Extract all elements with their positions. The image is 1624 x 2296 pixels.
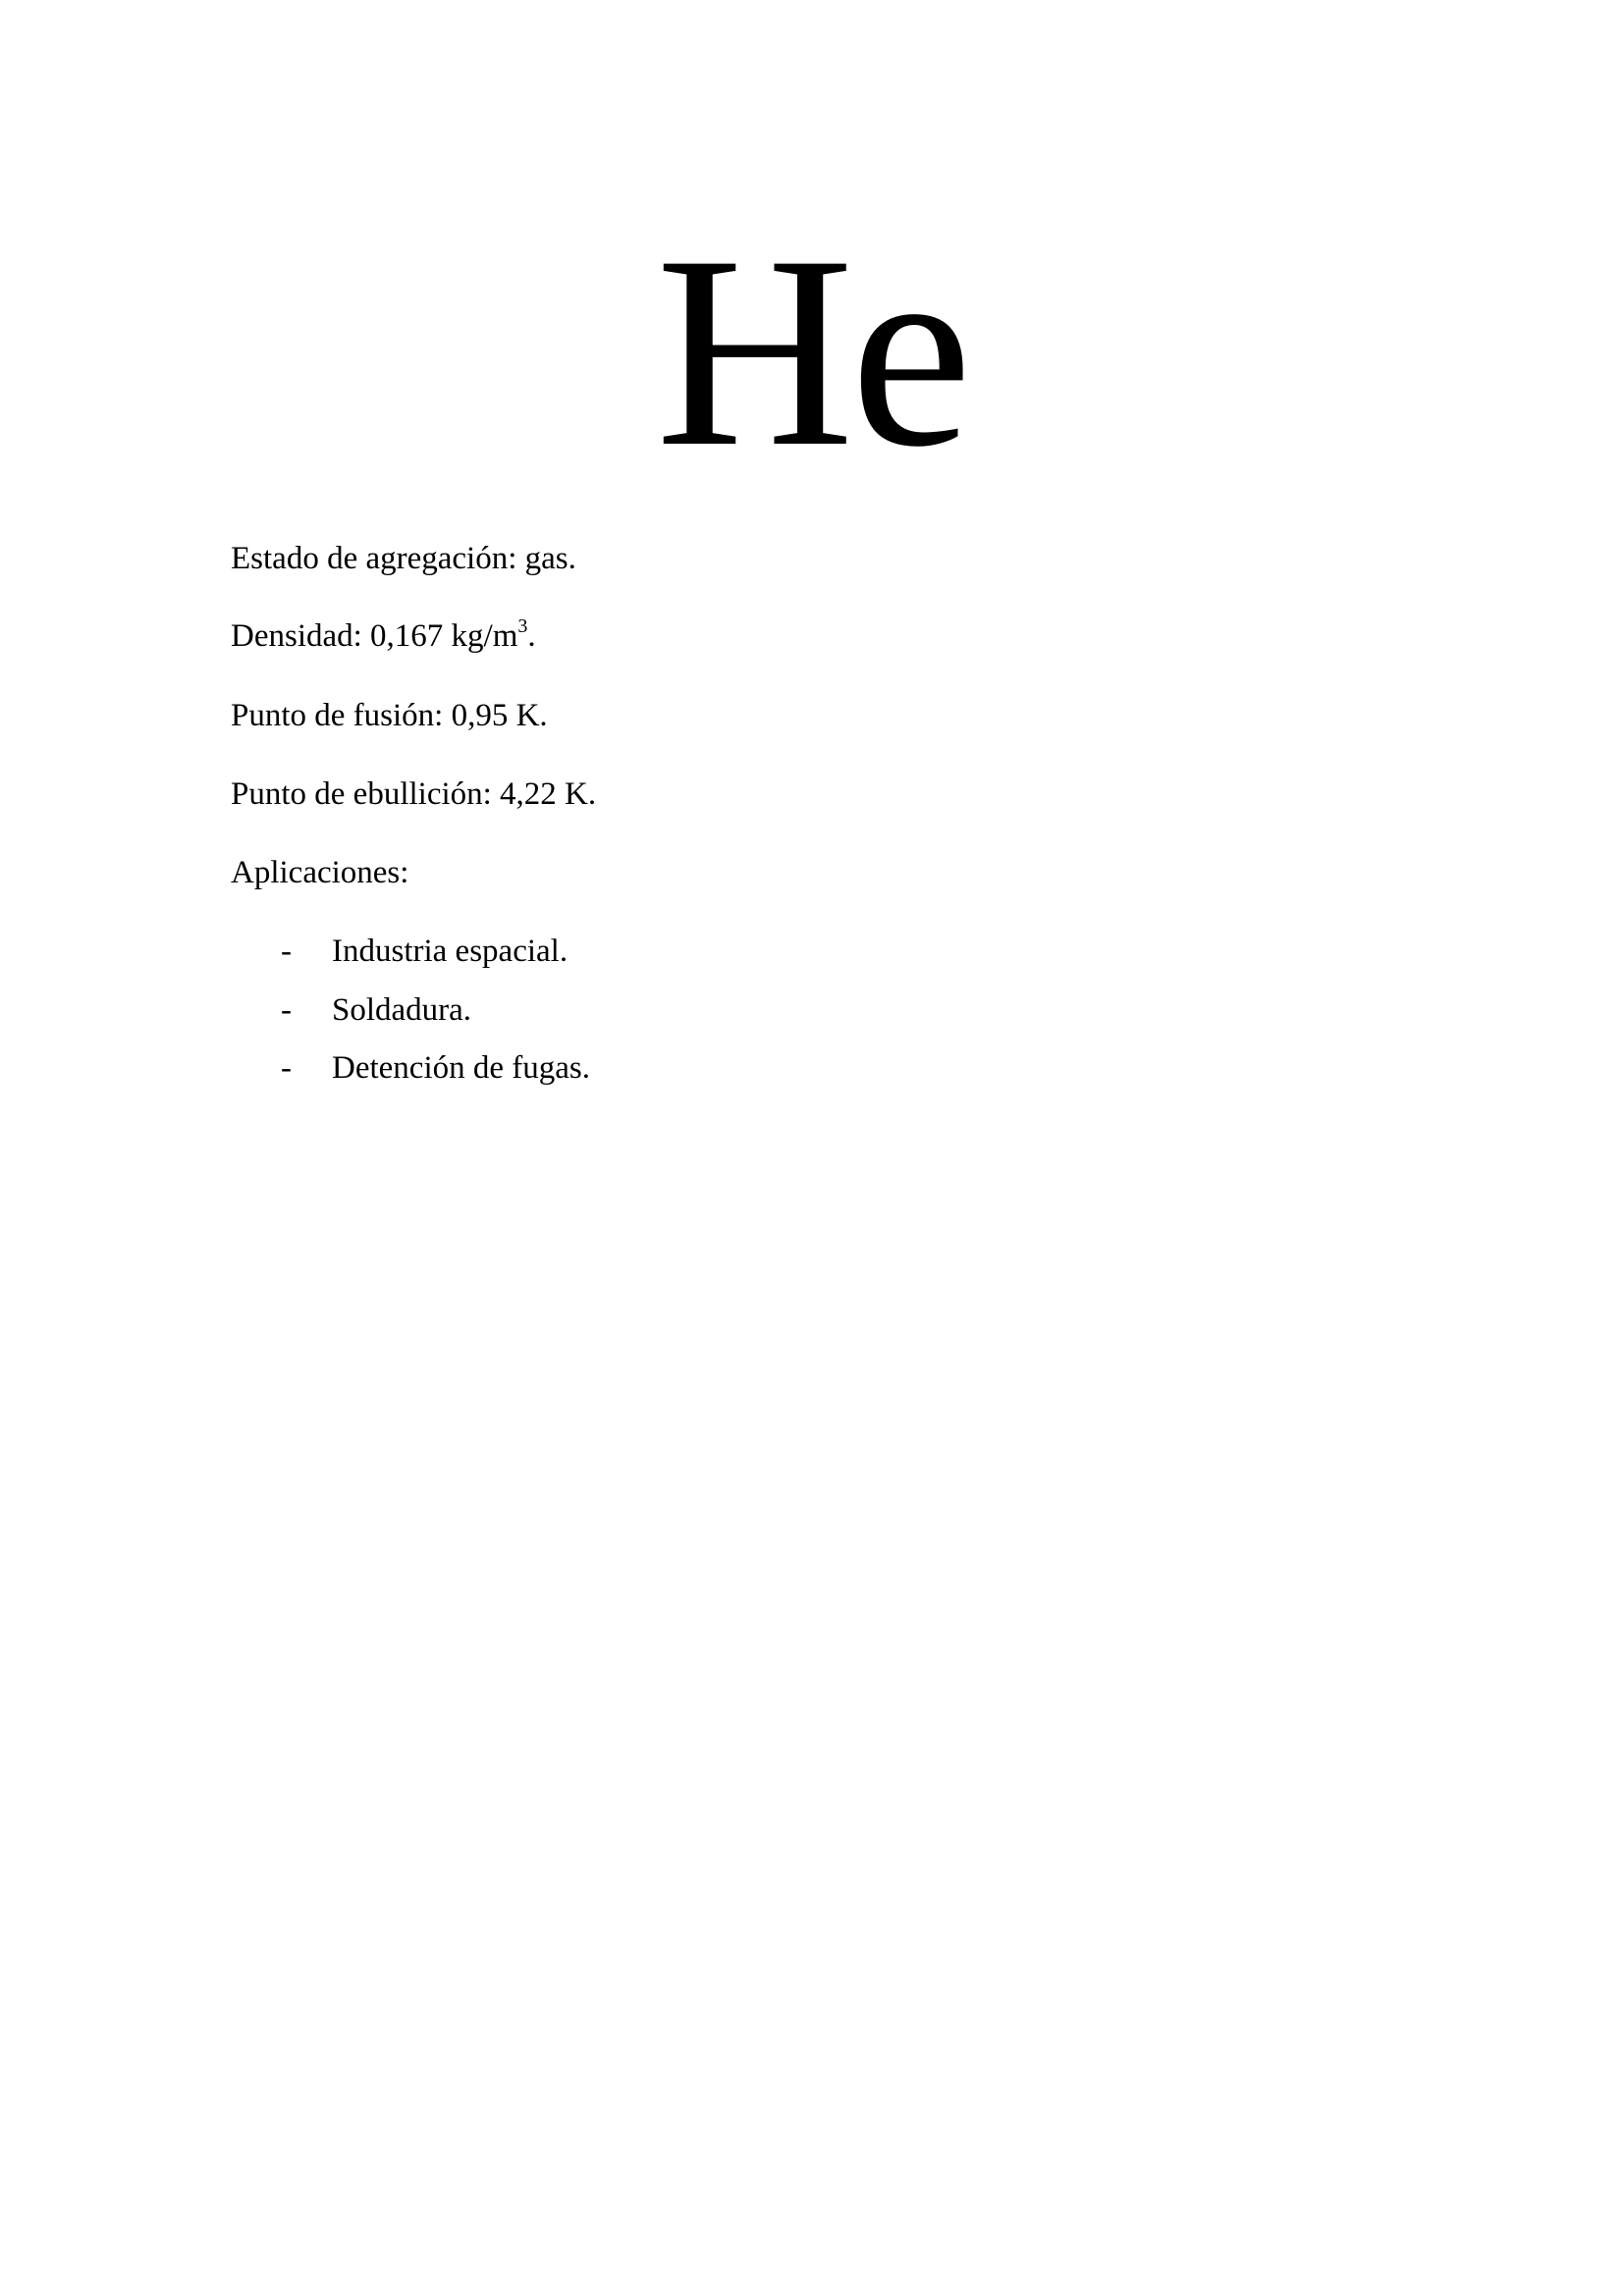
bullet-dash: - bbox=[281, 934, 292, 969]
state-of-matter-line: Estado de agregación: gas. bbox=[231, 541, 576, 576]
element-symbol-heading: He bbox=[655, 198, 969, 504]
list-item-text: Soldadura. bbox=[332, 992, 472, 1028]
bullet-dash: - bbox=[281, 992, 292, 1028]
density-exponent: 3 bbox=[517, 615, 528, 637]
bullet-dash: - bbox=[281, 1050, 292, 1086]
list-item-text: Detención de fugas. bbox=[332, 1050, 590, 1086]
applications-label: Aplicaciones: bbox=[231, 855, 409, 890]
melting-point-line: Punto de fusión: 0,95 K. bbox=[231, 698, 548, 733]
boiling-point-line: Punto de ebullición: 4,22 K. bbox=[231, 776, 597, 812]
density-line bbox=[231, 615, 536, 654]
density-text: Densidad: 0,167 kg/m bbox=[231, 618, 518, 654]
list-item-text: Industria espacial. bbox=[332, 934, 568, 969]
density-suffix: . bbox=[527, 618, 536, 654]
